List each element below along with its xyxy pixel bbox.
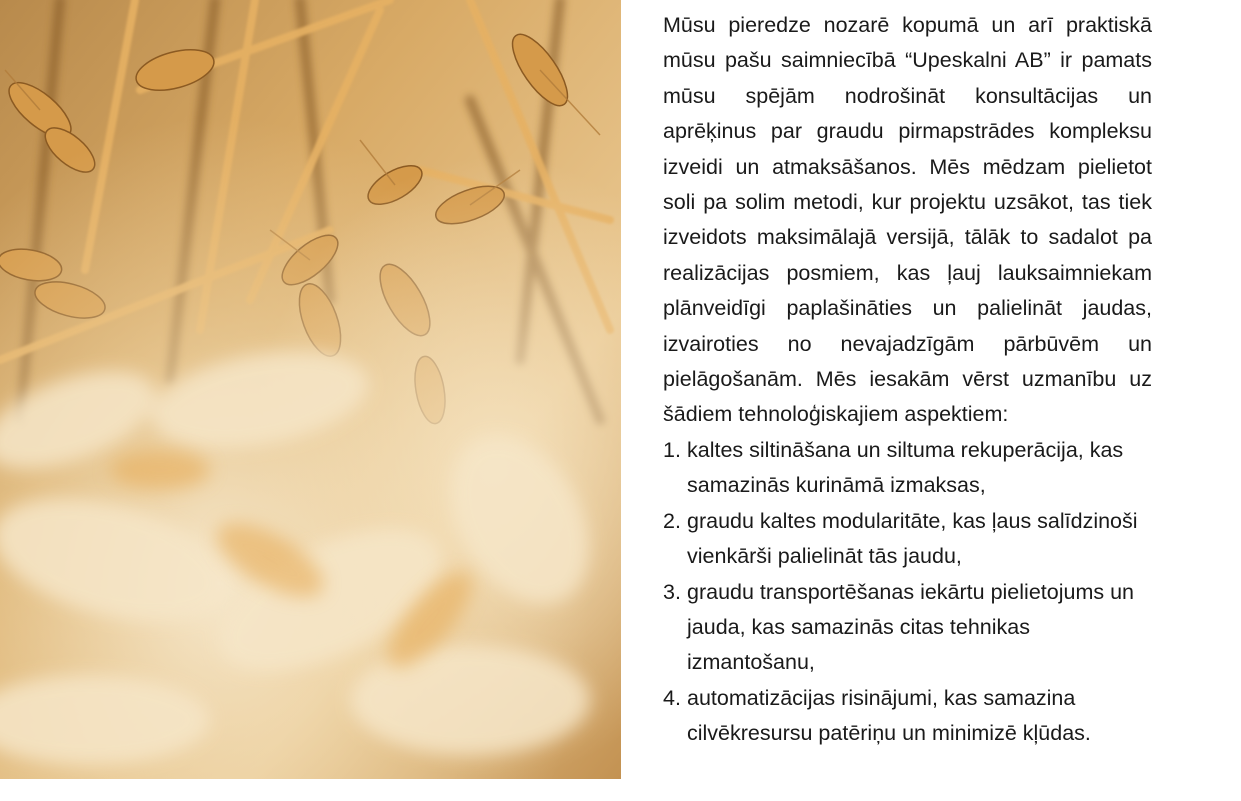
list-item <box>663 681 1152 752</box>
list-item <box>663 575 1152 681</box>
list-item-number: 2. <box>663 508 681 533</box>
list-item <box>663 504 1152 575</box>
list-item-text: kaltes siltināšana un siltuma rekuperācija, kas samazinās kurināmā izmaksas, <box>687 437 1124 498</box>
article <box>663 8 1152 752</box>
list-item-number: 1. <box>663 437 681 462</box>
intro-paragraph: Mūsu pieredze nozarē kopumā un arī praktiskā mūsu pašu saimniecībā “Upeskalni AB” ir pamats mūsu spējām nodrošināt konsultācijas un aprēķinus par graudu pirmapstrādes kompleksu izveidi un atmaksāšanos. Mēs mēdzam pielietot soli pa solim metodi, kur projektu uzsākot, tas tiek izveidots maksimālajā versijā, tālāk to sadalot pa realizācijas posmiem, kas ļauj lauksaimniekam plānveidīgi paplašināties un palielināt jaudas, izvairoties no nevajadzīgām pārbūvēm un pielāgošanām. Mēs iesakām vērst uzmanību uz šādiem tehnoloģiskajiem aspektiem: <box>663 13 1152 427</box>
list-item-text: automatizācijas risinājumi, kas samazina cilvēkresursu patēriņu un minimizē kļūdas. <box>687 685 1091 746</box>
list-item <box>663 433 1152 504</box>
wheat-photo <box>0 0 621 779</box>
wheat-ears-icon <box>0 0 621 779</box>
aspects-list <box>663 433 1152 752</box>
list-item-text: graudu kaltes modularitāte, kas ļaus salīdzinoši vienkārši palielināt tās jaudu, <box>687 508 1138 569</box>
list-item-text: graudu transportēšanas iekārtu pielietojums un jauda, kas samazinās citas tehnikas izmantošanu, <box>687 579 1134 675</box>
list-item-number: 3. <box>663 579 681 604</box>
list-item-number: 4. <box>663 685 681 710</box>
